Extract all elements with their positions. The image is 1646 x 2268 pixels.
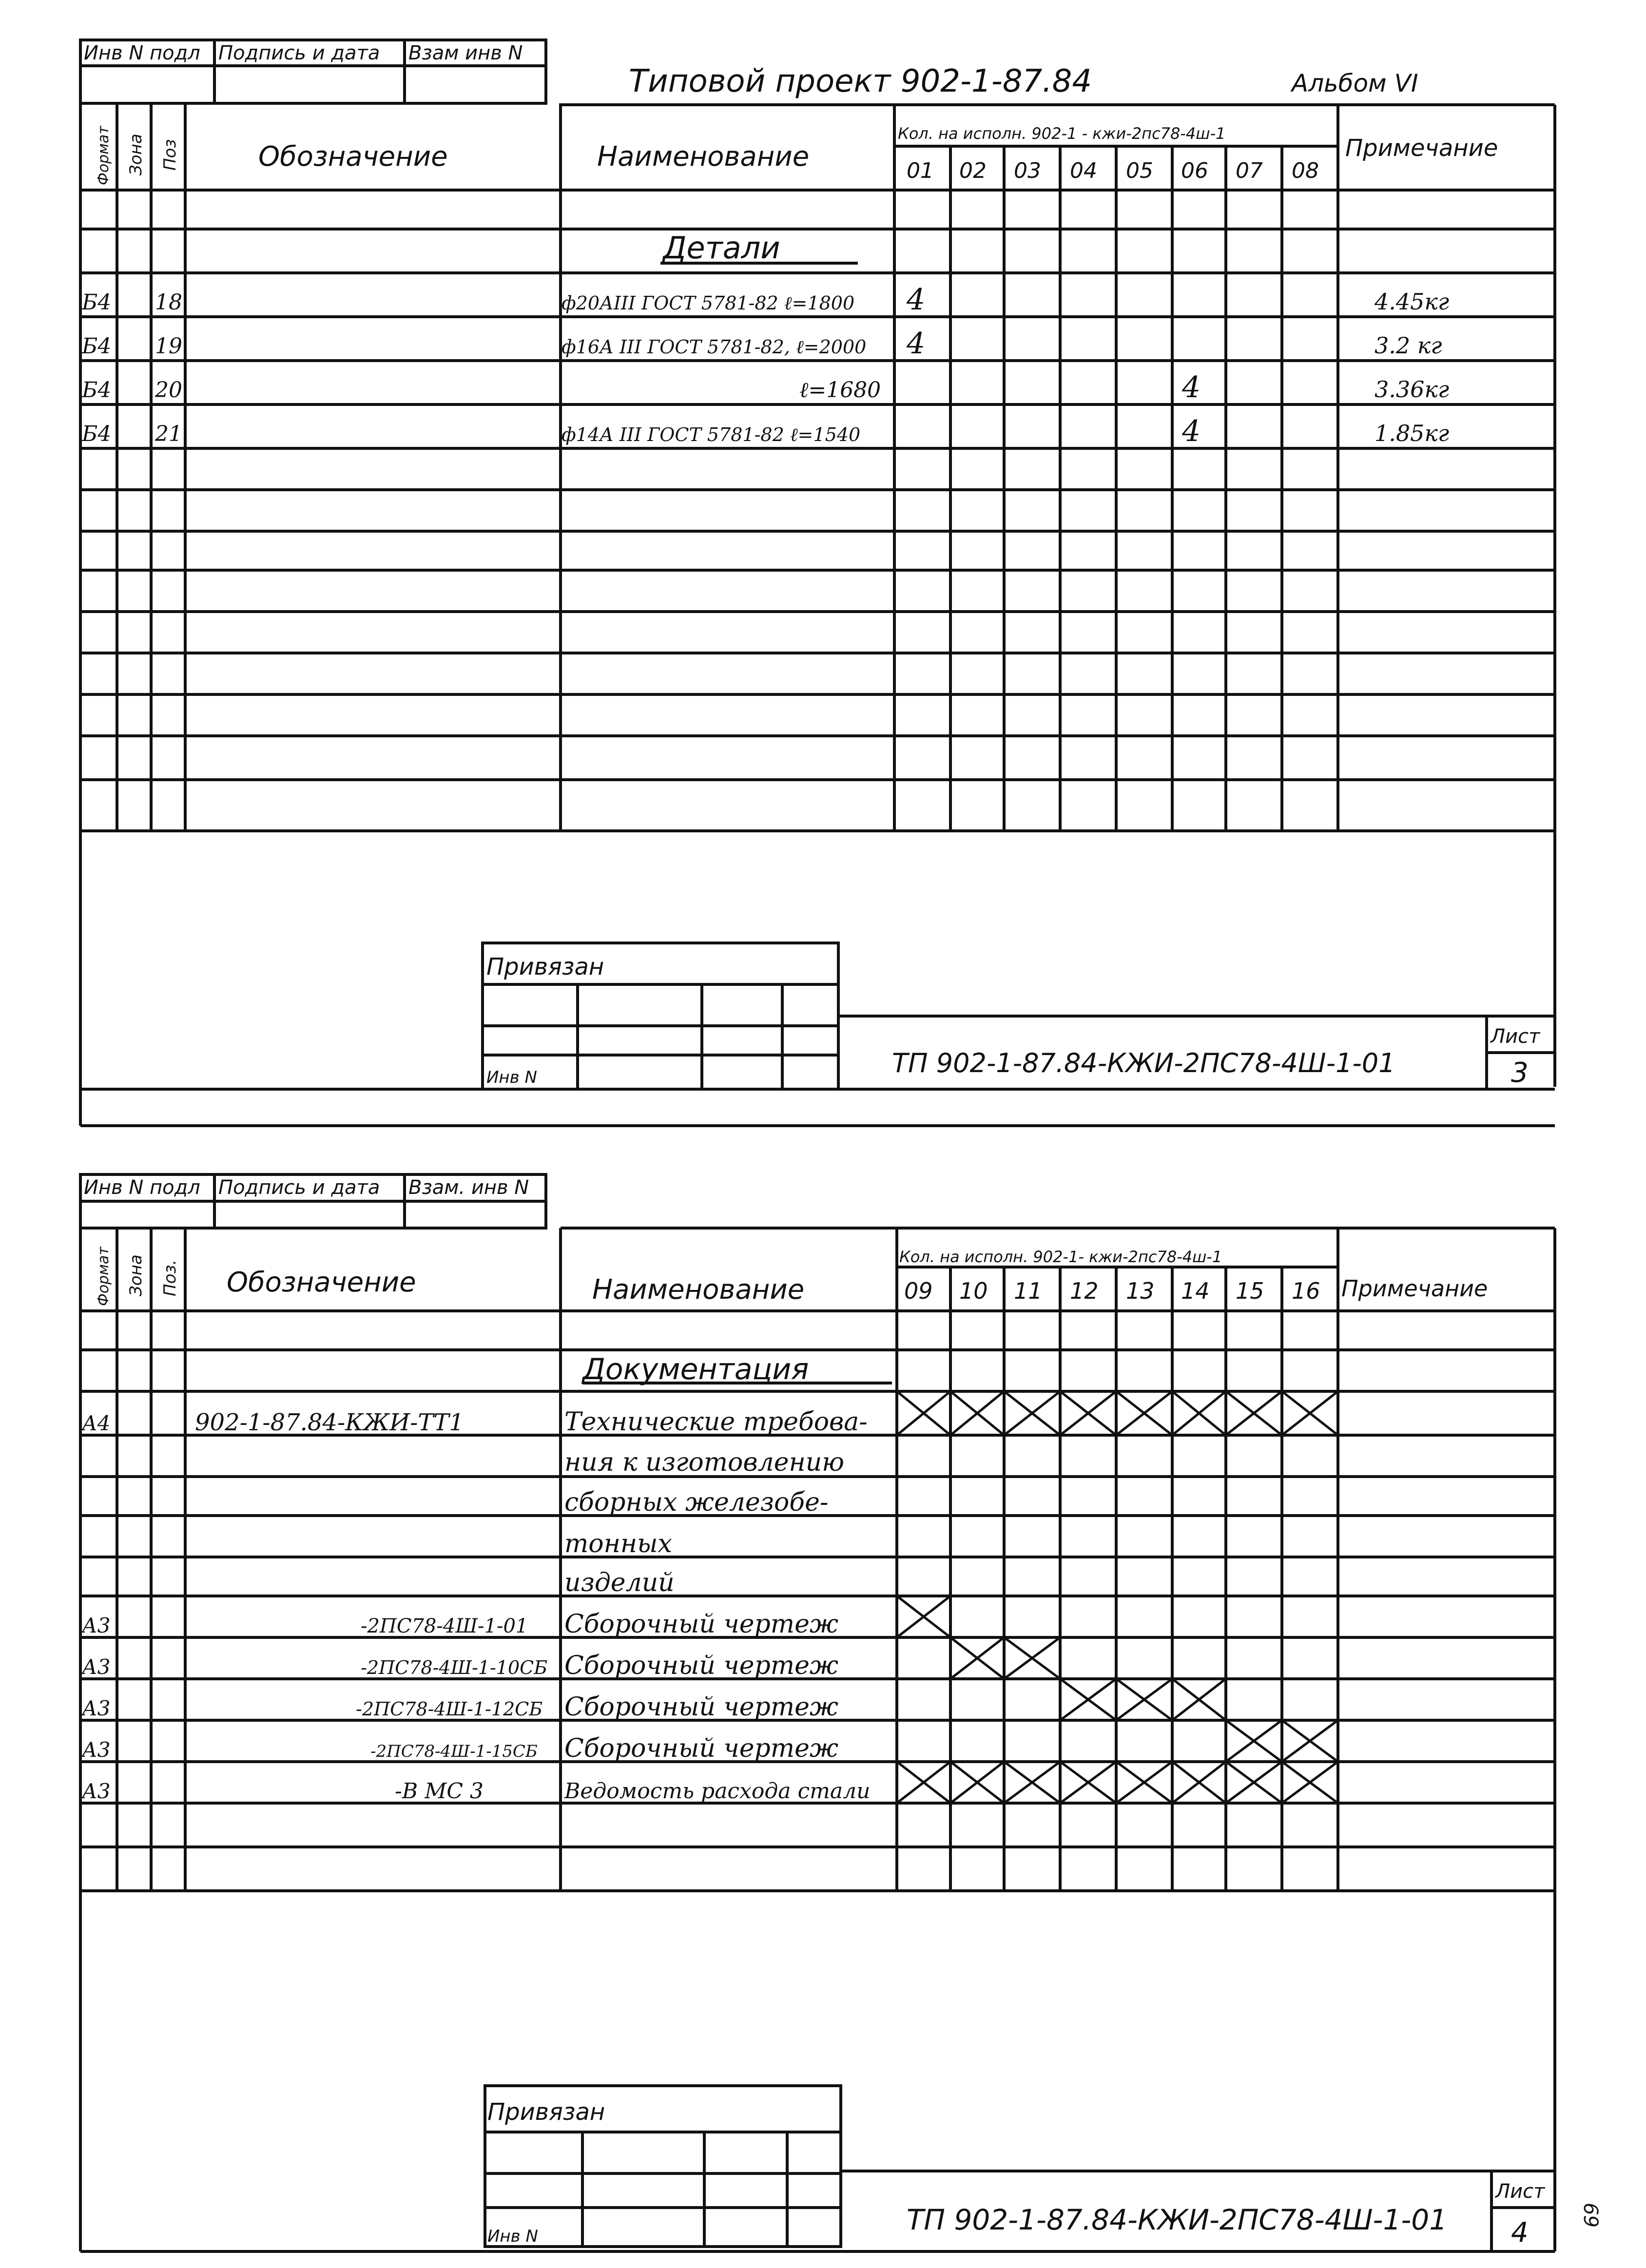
hdr2-poz: Поз.	[160, 1259, 180, 1296]
hdr-col-04: 04	[1070, 158, 1097, 183]
hdr-primechanie: Примечание	[1345, 135, 1498, 162]
row19-q01: 4	[907, 327, 926, 361]
doc-row1-format: А4	[82, 1411, 111, 1435]
privyazan2-label: Привязан	[487, 2098, 605, 2126]
row20-poz: 20	[155, 378, 182, 403]
doc-row8-format: А3	[82, 1696, 111, 1720]
hdr-format: Формат	[95, 126, 112, 185]
doc-row1-oboz: 902-1-87.84-КЖИ-ТТ1	[195, 1409, 464, 1436]
section-dokumentaciya: Документация	[582, 1352, 809, 1386]
hdr-col-03: 03	[1014, 158, 1041, 183]
doc-row2-name: ния к изготовлению	[564, 1448, 845, 1477]
doc-row6-format: А3	[82, 1614, 111, 1637]
doc-row7-name: Сборочный чертеж	[564, 1651, 838, 1680]
doc-row1-name: Технические требова-	[564, 1407, 868, 1437]
hdr2-kol-group: Кол. на исполн. 902-1- кжи-2пс78-4ш-1	[899, 1248, 1222, 1266]
row19-note: 3.2 кг	[1375, 332, 1442, 359]
hdr-col-06: 06	[1181, 158, 1208, 183]
row21-poz: 21	[155, 422, 182, 446]
stamp-vzam: Взам инв N	[408, 42, 523, 64]
hdr-col-07: 07	[1236, 158, 1263, 183]
row18-note: 4.45кг	[1375, 288, 1450, 315]
stamp2-inv-podl: Инв N подл	[84, 1176, 200, 1199]
hdr-col-01: 01	[907, 158, 934, 183]
doc-row10-name: Ведомость расхода стали	[564, 1779, 871, 1804]
hdr2-col-13: 13	[1126, 1278, 1155, 1304]
hdr2-zona: Зона	[126, 1254, 146, 1296]
side-mark: 69	[1579, 2203, 1602, 2228]
hdr-kol-group: Кол. на исполн. 902-1 - кжи-2пс78-4ш-1	[898, 124, 1226, 143]
row21-note: 1.85кг	[1375, 420, 1450, 446]
doc-row9-format: А3	[82, 1738, 111, 1762]
hdr-oboznachenie: Обозначение	[258, 141, 448, 173]
row19-name: ф16А III ГОСТ 5781-82, ℓ=2000	[562, 336, 867, 358]
row20-q06: 4	[1182, 370, 1201, 404]
row20-format: Б4	[82, 378, 112, 403]
section-detali: Детали	[663, 230, 780, 266]
sheet2-list-num: 4	[1511, 2217, 1529, 2249]
hdr-col-02: 02	[959, 158, 987, 183]
row21-format: Б4	[82, 422, 112, 446]
hdr2-col-16: 16	[1292, 1278, 1320, 1304]
hdr2-col-10: 10	[959, 1278, 988, 1304]
doc-row5-name: изделий	[564, 1568, 675, 1597]
sheet1-list-num: 3	[1511, 1057, 1529, 1089]
row19-poz: 19	[155, 334, 182, 359]
hdr-col-08: 08	[1292, 158, 1319, 183]
doc-row3-name: сборных железобе-	[564, 1488, 829, 1517]
hdr-zona: Зона	[126, 134, 146, 175]
row19-format: Б4	[82, 334, 112, 359]
sheet2-list-label: Лист	[1495, 2180, 1545, 2203]
sheet1-frame	[80, 40, 1555, 1126]
sheet1-list-label: Лист	[1491, 1025, 1540, 1048]
row18-format: Б4	[82, 290, 112, 315]
hdr2-naimenovanie: Наименование	[592, 1274, 805, 1306]
row20-note: 3.36кг	[1375, 376, 1450, 403]
row18-q01: 4	[907, 283, 926, 317]
stamp2-podpis: Подпись и дата	[218, 1176, 380, 1199]
inv-n-label: Инв N	[486, 1068, 537, 1087]
hdr-naimenovanie: Наименование	[597, 141, 810, 173]
doc-row8-name: Сборочный чертеж	[564, 1692, 838, 1722]
hdr2-format: Формат	[95, 1247, 112, 1306]
doc-row9-oboz: -2ПС78-4Ш-1-15СБ	[370, 1742, 538, 1761]
hdr2-col-11: 11	[1014, 1278, 1043, 1304]
stamp-inv-podl: Инв N подл	[84, 42, 200, 64]
doc-row6-oboz: -2ПС78-4Ш-1-01	[361, 1615, 528, 1637]
hdr2-col-15: 15	[1236, 1278, 1264, 1304]
row18-poz: 18	[155, 290, 182, 315]
doc-row9-name: Сборочный чертеж	[564, 1734, 838, 1763]
hdr2-oboznachenie: Обозначение	[227, 1267, 416, 1298]
doc-row4-name: тонных	[564, 1529, 672, 1558]
doc-row8-oboz: -2ПС78-4Ш-1-12СБ	[356, 1698, 543, 1720]
project-title: Типовой проект 902-1-87.84	[629, 63, 1092, 99]
row21-name: ф14А III ГОСТ 5781-82 ℓ=1540	[562, 424, 861, 445]
hdr2-col-12: 12	[1070, 1278, 1099, 1304]
doc-row10-oboz: -В МС 3	[395, 1779, 484, 1804]
row20-name: ℓ=1680	[799, 378, 881, 403]
hdr2-primechanie: Примечание	[1341, 1275, 1488, 1302]
album-label: Альбом VI	[1292, 69, 1418, 97]
inv-n2-label: Инв N	[487, 2227, 538, 2246]
doc-row7-oboz: -2ПС78-4Ш-1-10СБ	[361, 1657, 548, 1678]
stamp-podpis: Подпись и дата	[218, 42, 380, 64]
hdr2-col-09: 09	[904, 1278, 933, 1304]
privyazan-label: Привязан	[486, 953, 604, 980]
doc-row10-format: А3	[82, 1779, 111, 1803]
hdr-col-05: 05	[1126, 158, 1153, 183]
hdr-poz: Поз	[160, 139, 180, 171]
doc-row6-name: Сборочный чертеж	[564, 1610, 838, 1639]
hdr2-col-14: 14	[1181, 1278, 1210, 1304]
doc-row7-format: А3	[82, 1655, 111, 1679]
row21-q06: 4	[1182, 414, 1201, 448]
stamp2-vzam: Взам. инв N	[408, 1176, 529, 1199]
sheet1-text	[81, 42, 1541, 1089]
sheet2-code: ТП 902-1-87.84-КЖИ-2ПС78-4Ш-1-01	[907, 2203, 1448, 2236]
row18-name: ф20АIII ГОСТ 5781-82 ℓ=1800	[562, 292, 855, 314]
sheet1-code: ТП 902-1-87.84-КЖИ-2ПС78-4Ш-1-01	[892, 1048, 1395, 1078]
